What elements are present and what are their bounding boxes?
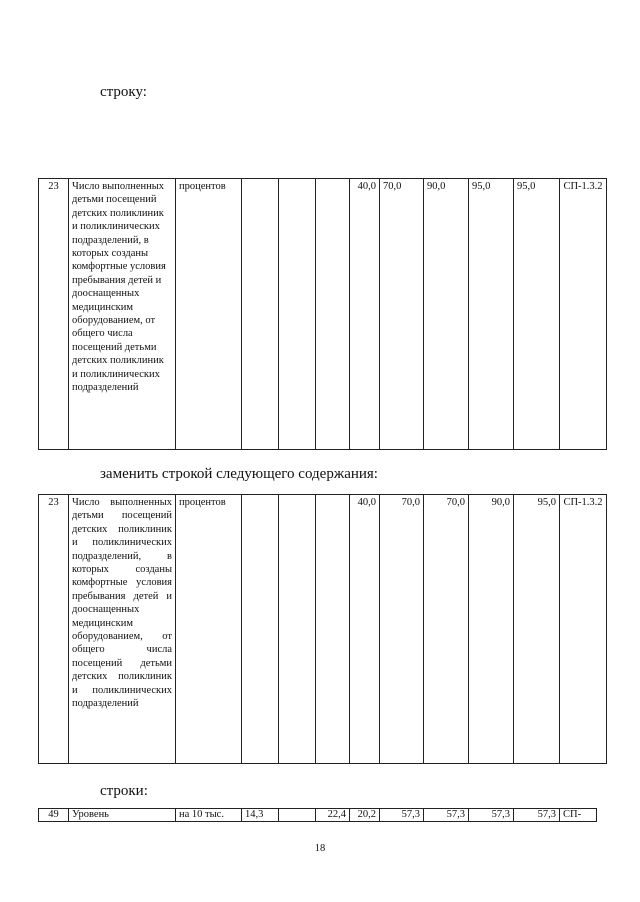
value-cell: 40,0 xyxy=(350,179,380,450)
indicator-name: Число выполненных детьми посещений детских поликлиник и поликлинических подразделений, в которых созданы комфортные условия пребывания детей и дооснащенных медицинским оборудованием, от общего числа посещений детьми детских поликлиник и поликлинических подразделений xyxy=(69,179,176,450)
table-new-row xyxy=(38,494,607,764)
page-number: 18 xyxy=(314,843,326,854)
value-cell: 70,0 xyxy=(380,495,424,764)
value-cell xyxy=(279,179,316,450)
program-code: СП-1.3.2 xyxy=(560,495,607,764)
table-row xyxy=(39,179,607,450)
table-row xyxy=(39,495,607,764)
value-cell: 95,0 xyxy=(514,179,560,450)
value-cell xyxy=(279,495,316,764)
value-cell: 95,0 xyxy=(469,179,514,450)
table-original-row xyxy=(38,178,607,450)
table-row-49 xyxy=(38,808,597,822)
unit-cell: на 10 тыс. xyxy=(176,809,242,822)
value-cell: 14,3 xyxy=(242,809,279,822)
value-cell: 90,0 xyxy=(424,179,469,450)
program-code: СП- xyxy=(560,809,597,822)
value-cell: 57,3 xyxy=(469,809,514,822)
value-cell: 70,0 xyxy=(424,495,469,764)
row-number: 23 xyxy=(39,179,69,450)
heading-stroki: строки: xyxy=(100,783,148,799)
value-cell xyxy=(242,495,279,764)
value-cell: 22,4 xyxy=(316,809,350,822)
value-cell xyxy=(316,179,350,450)
value-cell: 20,2 xyxy=(350,809,380,822)
value-cell xyxy=(279,809,316,822)
program-code: СП-1.3.2 xyxy=(560,179,607,450)
value-cell: 57,3 xyxy=(514,809,560,822)
value-cell: 57,3 xyxy=(424,809,469,822)
value-cell: 40,0 xyxy=(350,495,380,764)
value-cell: 70,0 xyxy=(380,179,424,450)
unit-cell: процентов xyxy=(176,179,242,450)
row-number: 49 xyxy=(39,809,69,822)
value-cell: 90,0 xyxy=(469,495,514,764)
heading-replace: заменить строкой следующего содержания: xyxy=(100,466,378,482)
row-number: 23 xyxy=(39,495,69,764)
indicator-name: Уровень xyxy=(69,809,176,822)
indicator-name: Число выполненных детьми посещений детских поликлиник и поликлинических подразделений, в которых созданы комфортные условия пребывания детей и дооснащенных медицинским оборудованием, от общего числа посещений детьми детских поликлиник и поликлинических подразделений xyxy=(69,495,176,764)
value-cell xyxy=(316,495,350,764)
unit-cell: процентов xyxy=(176,495,242,764)
value-cell: 95,0 xyxy=(514,495,560,764)
heading-stroku: строку: xyxy=(100,84,147,100)
value-cell: 57,3 xyxy=(380,809,424,822)
table-row xyxy=(39,809,597,822)
value-cell xyxy=(242,179,279,450)
